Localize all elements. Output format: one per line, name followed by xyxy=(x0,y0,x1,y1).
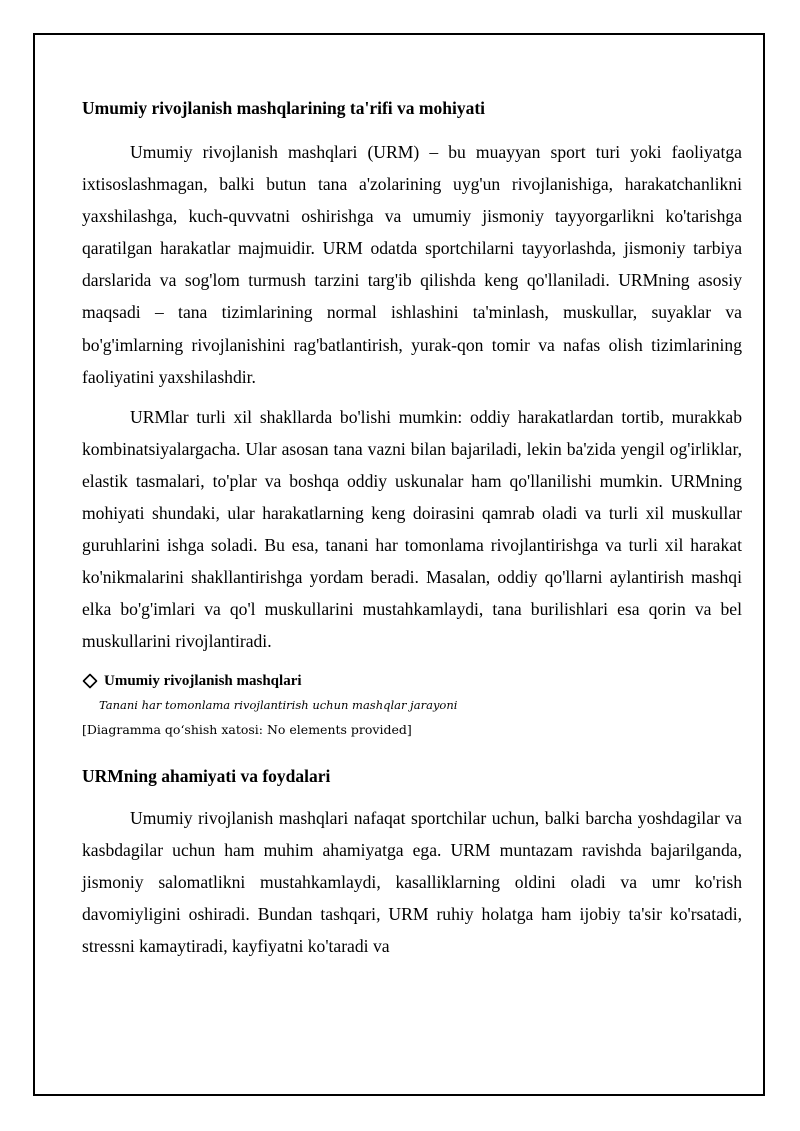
paragraph: Umumiy rivojlanish mashqlari nafaqat sportchilar uchun, balki barcha yoshdagilar va kasbdagilar uchun ham muhim ahamiyatga ega. URM muntazam ravishda bajarilganda, jismoniy salomatlikni mustahkamlaydi, kasalliklarning oldini oladi va umr ko'rish davomiyligini oshiradi. Bundan tashqari, URM ruhiy holatga ham ijobiy ta'sir ko'rsatadi, stressni kamaytiradi, kayfiyatni ko'taradi va xyxy=(82,807,742,956)
section-heading-importance: URMning ahamiyati va foydalari xyxy=(82,765,331,786)
section-heading-definition: Umumiy rivojlanish mashqlarining ta'rifi va mohiyati xyxy=(82,98,486,118)
document-body xyxy=(82,96,742,970)
diamond-icon xyxy=(82,673,98,689)
diagram-title: Umumiy rivojlanish mashqlari xyxy=(104,672,302,689)
diagram-title-row xyxy=(82,670,742,692)
paragraph: URMlar turli xil shakllarda bo'lishi mumkin: oddiy harakatlardan tortib, murakkab kombinatsiyalargacha. Ular asosan tana vazni bilan bajariladi, lekin ba'zida yengil og'irliklar, elastik tasmalari, to'plar va boshqa oddiy uskunalar ham qo'llanilishi mumkin. URMning mohiyati shundaki, ular harakatlarning keng doirasini qamrab oladi va turli xil muskullar guruhlarini ishga soladi. Bu esa, tanani har tomonlama rivojlantirishga va turli xil harakat ko'nikmalarini shakllantirishga yordam beradi. Masalan, oddiy qo'llarni aylantirish mashqi elka bo'g'imlari va qo'l muskullarini mustahkamlaydi, tana burilishlari esa qorin va bel muskullarini rivojlantiradi. xyxy=(82,406,742,652)
diagram-placeholder xyxy=(82,670,742,740)
diagram-subtitle: Tanani har tomonlama rivojlantirish uchun mashqlar jarayoni xyxy=(99,697,458,712)
paragraph: Umumiy rivojlanish mashqlari (URM) – bu muayyan sport turi yoki faoliyatga ixtisoslashmagan, balki butun tana a'zolarining uyg'un rivojlanishiga, harakatchanlikni yaxshilashga, kuch-quvvatni oshirishga va umumiy jismoniy tayyorgarlikni ko'tarishga qaratilgan harakatlar majmuidir. URM odatda sportchilarni tayyorlashda, jismoniy tarbiya darslarida va sog'lom turmush tarzini targ'ib qilishda keng qo'llaniladi. URMning asosiy maqsadi – tana tizimlarining normal ishlashini ta'minlash, muskullar, suyaklar va bo'g'imlarning rivojlanishini rag'batlantirish, yurak-qon tomir va nafas olish tizimlarining faoliyatini yaxshilashdir. xyxy=(82,142,742,387)
diagram-error-message: [Diagramma qo‘shish xatosi: No elements provided] xyxy=(82,721,412,737)
